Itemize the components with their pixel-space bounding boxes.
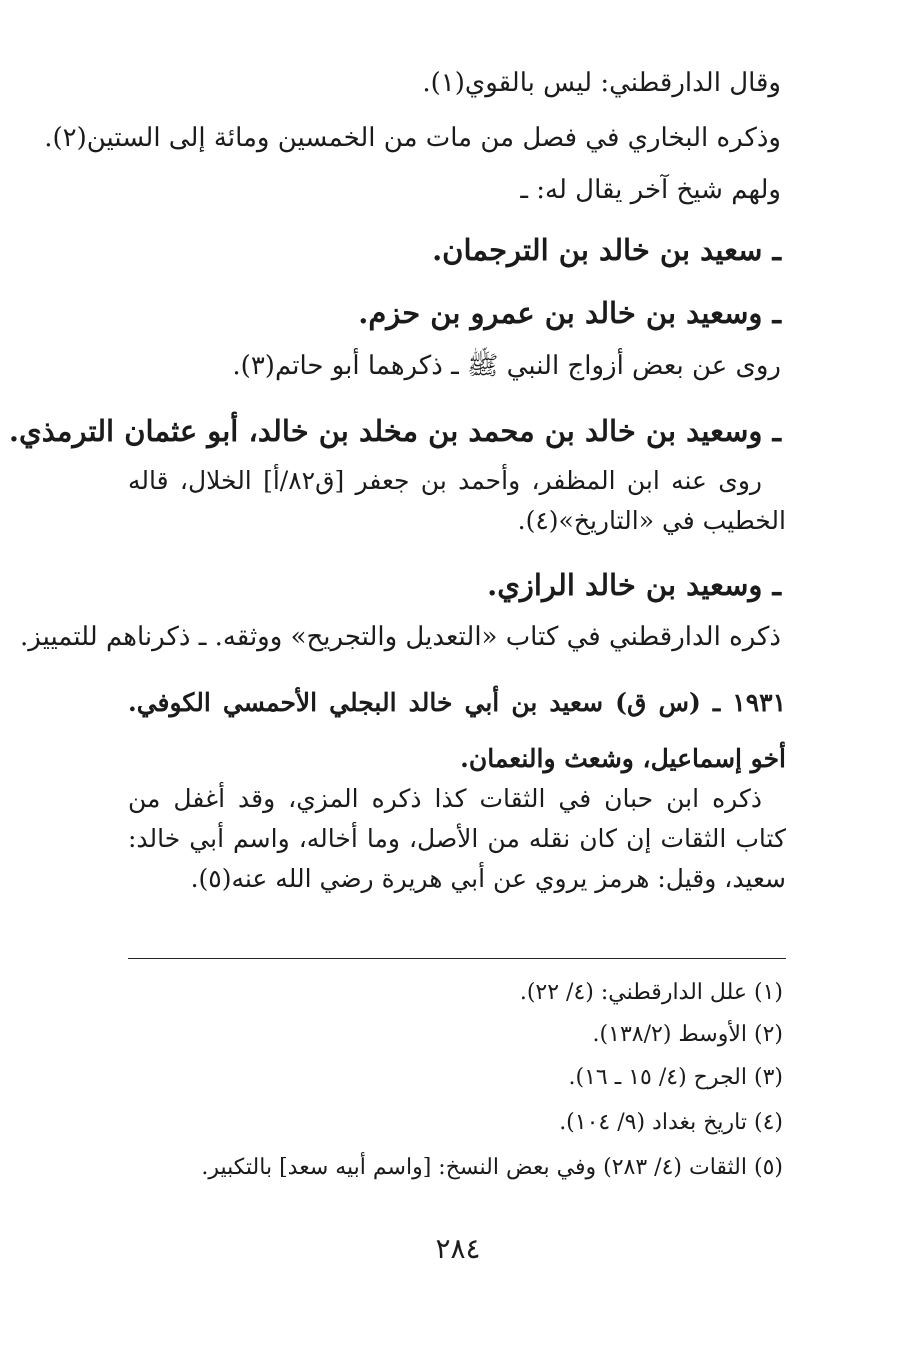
footnote: (٣) الجرح (٤/ ١٥ ـ ١٦). [568,1065,783,1090]
text-line: ولهم شيخ آخر يقال له: ـ [520,175,781,205]
text-line: روى عن بعض أزواج النبي ﷺ ـ ذكرهما أبو حاتم(٣). [232,351,781,381]
footnote: (٢) الأوسط (١٣٨/٢). [592,1022,783,1047]
footnote: (١) علل الدارقطني: (٤/ ٢٢). [519,980,783,1005]
entry-heading-text: ١٩٣١ ـ (س ق) سعيد بن أبي خالد البجلي الأحمسي الكوفي. أخو إسماعيل، وشعث والنعمان. [128,688,786,773]
paragraph-text: روى عنه ابن المظفر، وأحمد بن جعفر [ق٨٢/أ] الخلال، قاله الخطيب في «التاريخ»(٤). [128,466,786,535]
name-entry: ـ وسعيد بن خالد الرازي. [487,568,781,602]
paragraph-text: ذكره ابن حبان في الثقات كذا ذكره المزي، وقد أغفل من كتاب الثقات إن كان نقله من الأصل، وما أخاله، واسم أبي خالد: سعيد، وقيل: هرمز يروي عن أبي هريرة رضي الله عنه(٥). [128,784,786,893]
footnote: (٤) تاريخ بغداد (٩/ ١٠٤). [559,1110,783,1135]
name-entry: ـ وسعيد بن خالد بن عمرو بن حزم. [358,296,781,330]
name-entry: ـ سعيد بن خالد بن الترجمان. [432,233,781,267]
text-line: وذكره البخاري في فصل من مات من الخمسين ومائة إلى الستين(٢). [44,123,781,153]
footnote: (٥) الثقات (٤/ ٢٨٣) وفي بعض النسخ: [واسم أبيه سعد] بالتكبير. [201,1155,783,1180]
footnote-divider [128,958,786,959]
paragraph [128,779,786,899]
name-entry: ـ وسعيد بن خالد بن محمد بن مخلد بن خالد، أبو عثمان الترمذي. [8,414,781,448]
text-line: وقال الدارقطني: ليس بالقوي(١). [422,68,781,98]
text-line: ذكره الدارقطني في كتاب «التعديل والتجريح» ووثقه. ـ ذكرناهم للتمييز. [20,622,781,652]
entry-heading [128,675,786,787]
paragraph [128,461,786,541]
page-number: ٢٨٤ [435,1232,481,1265]
